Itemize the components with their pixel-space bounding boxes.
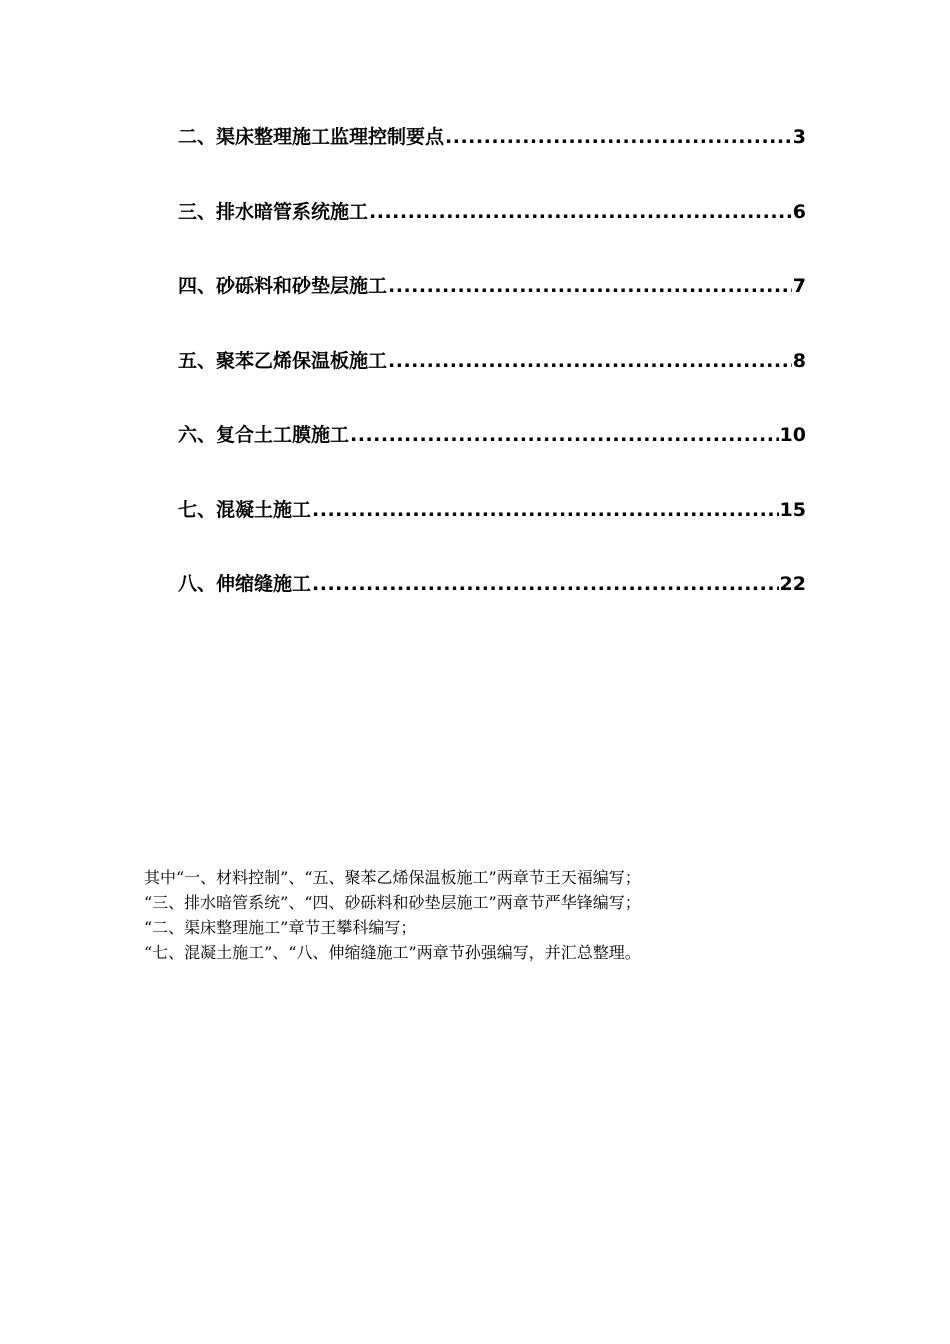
note-line: “七、混凝土施工”、“八、伸缩缝施工”两章节孙强编写，并汇总整理。	[144, 943, 641, 962]
toc-entry-page: 15	[779, 498, 806, 521]
toc-entry[interactable]	[178, 118, 806, 156]
toc-entry[interactable]	[178, 267, 806, 305]
toc-dot-leader	[312, 491, 779, 529]
toc-dot-leader	[388, 342, 792, 380]
toc-entry[interactable]	[178, 491, 806, 529]
note-line: “三、排水暗管系统”、“四、砂砾料和砂垫层施工”两章节严华锋编写；	[144, 893, 641, 912]
table-of-contents	[178, 118, 806, 640]
toc-entry-title: 七、混凝土施工	[178, 498, 312, 521]
authorship-notes	[144, 865, 804, 965]
toc-entry-title: 四、砂砾料和砂垫层施工	[178, 275, 388, 297]
toc-entry-title: 八、伸缩缝施工	[178, 573, 312, 595]
toc-entry-page: 6	[792, 200, 806, 223]
note-line: “二、渠床整理施工”章节王攀科编写；	[144, 918, 417, 937]
toc-dot-leader	[445, 118, 792, 156]
toc-entry-page: 3	[792, 126, 806, 148]
toc-entry-title: 六、复合土工膜施工	[178, 424, 350, 446]
toc-entry-page: 22	[779, 573, 806, 595]
toc-dot-leader	[312, 565, 779, 603]
toc-entry-page: 10	[779, 424, 806, 446]
toc-entry-title: 三、排水暗管系统施工	[178, 200, 369, 223]
toc-dot-leader	[369, 193, 792, 231]
toc-entry-page: 7	[792, 275, 806, 297]
note-line: 其中“一、材料控制”、“五、聚苯乙烯保温板施工”两章节王天福编写；	[144, 868, 641, 887]
toc-dot-leader	[350, 416, 779, 454]
toc-entry-title: 五、聚苯乙烯保温板施工	[178, 349, 388, 372]
toc-entry[interactable]	[178, 416, 806, 454]
toc-entry-page: 8	[792, 349, 806, 372]
toc-entry-title: 二、渠床整理施工监理控制要点	[178, 126, 445, 148]
toc-entry[interactable]	[178, 193, 806, 231]
toc-dot-leader	[388, 267, 792, 305]
toc-entry[interactable]	[178, 342, 806, 380]
toc-entry[interactable]	[178, 565, 806, 603]
